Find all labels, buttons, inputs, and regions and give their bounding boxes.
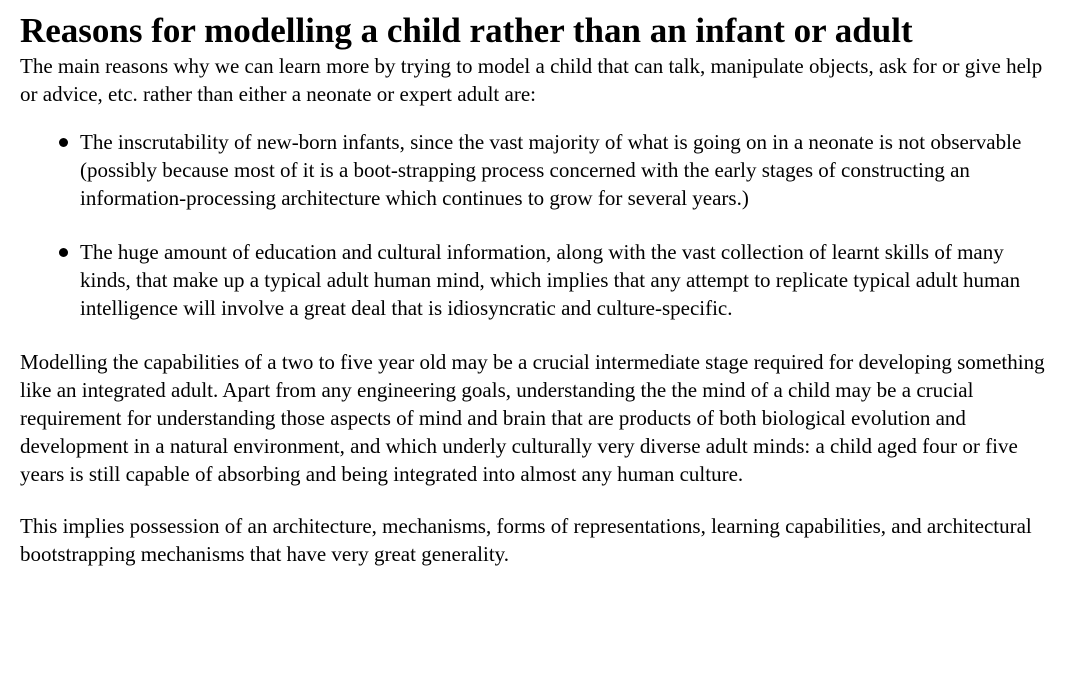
body-paragraph: Modelling the capabilities of a two to five year old may be a crucial intermediate stage required for developing something like an integrated adult. Apart from any engineering goals, understanding the the mind of a child may be a crucial requirement for understanding those aspects of mind and brain that are products of both biological evolution and development in a natural environment, and which underly culturally very diverse adult minds: a child aged four or five years is still capable of absorbing and being integrated into almost any human culture. (20, 350, 1045, 486)
list-item: The huge amount of education and cultural information, along with the vast collection of learnt skills of many kinds, that make up a typical adult human mind, which implies that any attempt to replicate typical adult human intelligence will involve a great deal that is idiosyncratic and culture-specific. (80, 238, 1055, 322)
body-paragraph: This implies possession of an architecture, mechanisms, forms of representations, learning capabilities, and architectural bootstrapping mechanisms that have very great generality. (20, 514, 1032, 566)
list-item: The inscrutability of new-born infants, since the vast majority of what is going on in a neonate is not observable (possibly because most of it is a boot-strapping process concerned with the early stages of constructing an information-processing architecture which continues to grow for several years.) (80, 128, 1055, 212)
page-heading: Reasons for modelling a child rather than an infant or adult (20, 11, 913, 50)
intro-paragraph: The main reasons why we can learn more by trying to model a child that can talk, manipulate objects, ask for or give help or advice, etc. rather than either a neonate or expert adult are: (20, 54, 1043, 106)
reasons-list (20, 128, 1055, 322)
